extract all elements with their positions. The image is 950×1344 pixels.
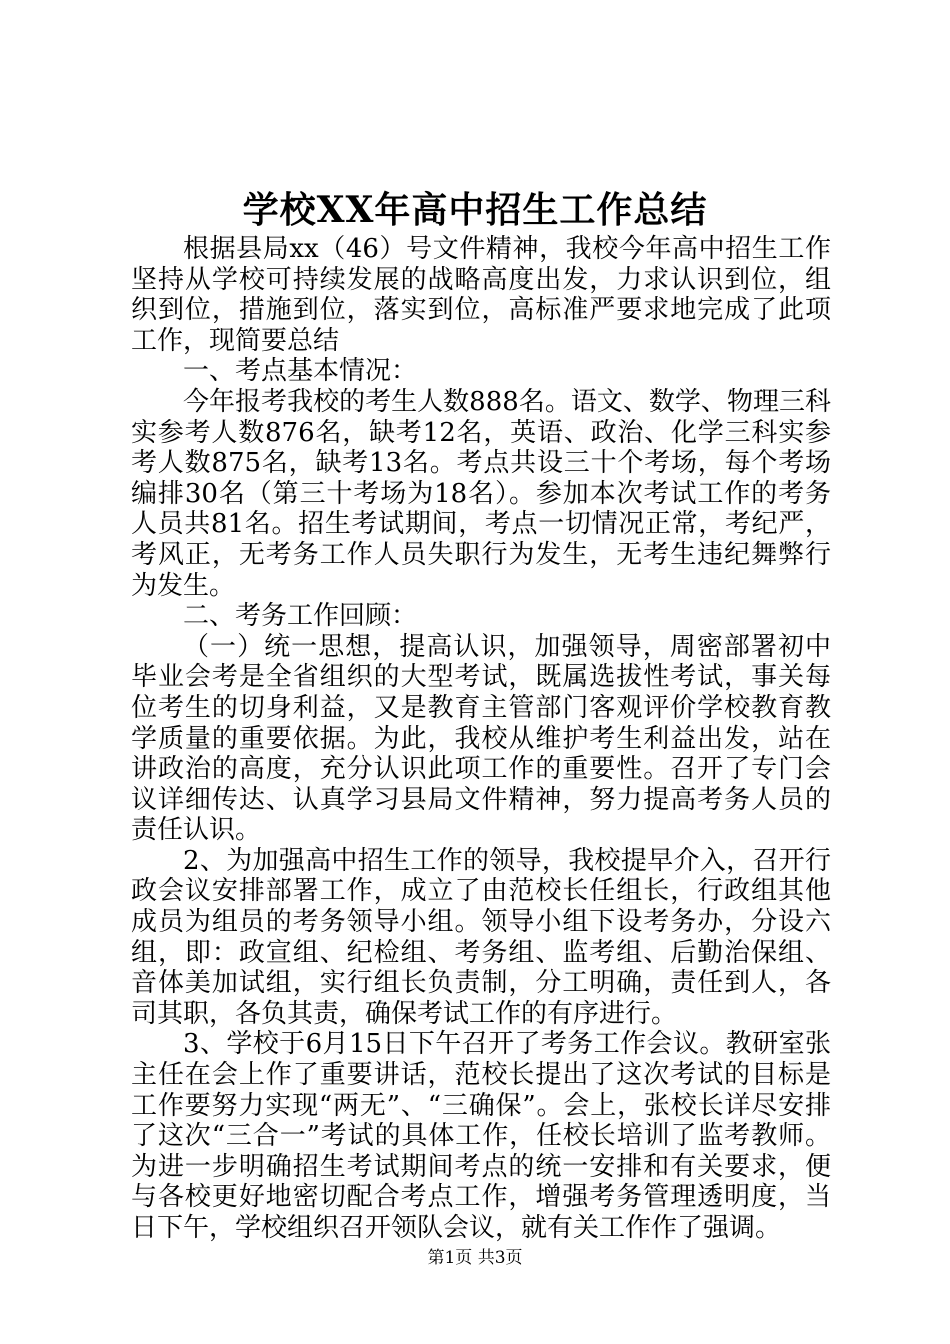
document-title: 学校XX年高中招生工作总结 [242, 189, 708, 231]
review-item-1-paragraph: （一）统一思想，提高认识，加强领导，周密部署初中毕业会考是全省组织的大型考试，既属选拔性考试，事关每位考生的切身利益，又是教育主管部门客观评价学校教育教学质量的重要依据。为此，我校从维护考生利益出发，站在讲政治的高度，充分认识此项工作的重要性。召开了专门会议详细传达、认真学习县局文件精神，努力提高考务人员的责任认识。 [131, 631, 831, 846]
review-item-3-paragraph: 3、学校于6月15日下午召开了考务工作会议。教研室张主任在会上作了重要讲话，范校长提出了这次考试的目标是工作要努力实现“两无”、“三确保”。会上，张校长详尽安排了这次“三合一”考试的具体工作，任校长培训了监考教师。为进一步明确招生考试期间考点的统一安排和有关要求，便与各校更好地密切配合考点工作，增强考务管理透明度，当日下午，学校组织召开领队会议，就有关工作作了强调。 [131, 1029, 831, 1243]
section-heading-review: 二、考务工作回顾： [183, 601, 418, 632]
document-body [131, 234, 831, 1244]
section-heading-exam-site: 一、考点基本情况： [183, 356, 418, 387]
intro-paragraph: 根据县局xx（46）号文件精神，我校今年高中招生工作坚持从学校可持续发展的战略高度出发，力求认识到位，组织到位，措施到位，落实到位，高标准严要求地完成了此项工作，现简要总结 [131, 234, 831, 356]
page-number-footer: 第1页 共3页 [427, 1248, 523, 1268]
exam-site-paragraph: 今年报考我校的考生人数888名。语文、数学、物理三科实参考人数876名，缺考12名，英语、政治、化学三科实参考人数875名，缺考13名。考点共设三十个考场，每个考场编排30名（第三十考场为18名）。参加本次考试工作的考务人员共81名。招生考试期间，考点一切情况正常，考纪严，考风正，无考务工作人员失职行为发生，无考生违纪舞弊行为发生。 [131, 386, 831, 601]
review-item-2-paragraph: 2、为加强高中招生工作的领导，我校提早介入，召开行政会议安排部署工作，成立了由范校长任组长，行政组其他成员为组员的考务领导小组。领导小组下设考务办，分设六组，即：政宣组、纪检组、考务组、监考组、后勤治保组、音体美加试组，实行组长负责制，分工明确，责任到人，各司其职，各负其责，确保考试工作的有序进行。 [131, 845, 831, 1029]
